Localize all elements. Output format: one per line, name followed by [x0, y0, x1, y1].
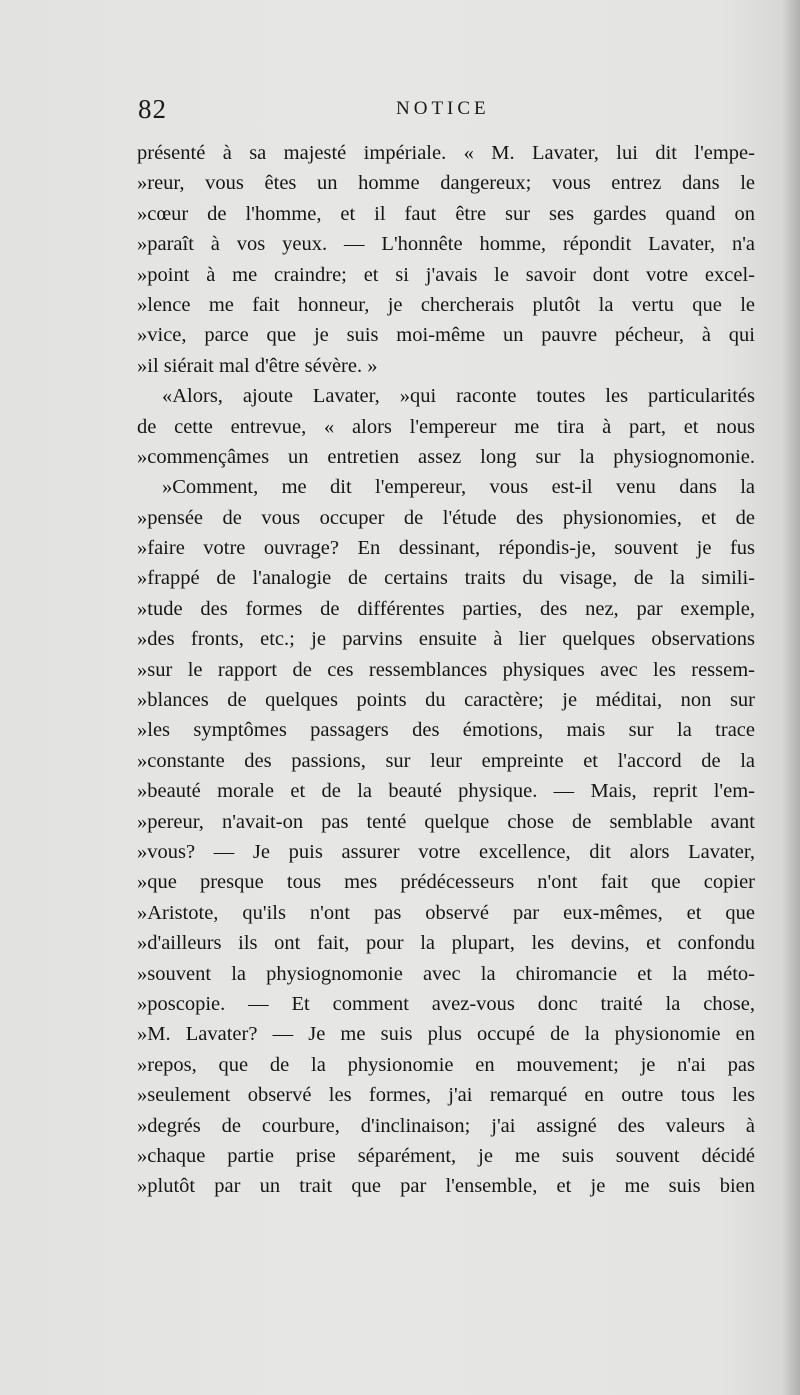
text-line: »sur le rapport de ces ressemblances physiques avec les ressem- [137, 658, 755, 681]
page-number: 82 [138, 94, 167, 124]
text-line: »reur, vous êtes un homme dangereux; vous entrez dans le [137, 172, 755, 195]
text-line: »plutôt par un trait que par l'ensemble, et je me suis bien [137, 1175, 755, 1198]
text-line: »il siérait mal d'être sévère. » [137, 354, 378, 377]
text-line: »cœur de l'homme, et il faut être sur ses gardes quand on [137, 202, 755, 225]
text-line: »vice, parce que je suis moi-même un pauvre pécheur, à qui [137, 324, 755, 347]
running-head [138, 92, 758, 126]
text-line: »vous? — Je puis assurer votre excellence, dit alors Lavater, [137, 840, 755, 863]
text-line: »tude des formes de différentes parties, des nez, par exemple, [137, 597, 755, 620]
page-edge-shadow [782, 0, 800, 1395]
text-line: »paraît à vos yeux. — L'honnête homme, répondit Lavater, n'a [137, 233, 755, 256]
text-line: »pereur, n'avait-on pas tenté quelque chose de semblable avant [137, 810, 755, 833]
text-line: »Aristote, qu'ils n'ont pas observé par eux-mêmes, et que [137, 901, 755, 924]
text-line: »point à me craindre; et si j'avais le savoir dont votre excel- [137, 263, 755, 286]
text-line: «Alors, ajoute Lavater, »qui raconte toutes les particularités [162, 385, 755, 408]
text-line: »constante des passions, sur leur empreinte et l'accord de la [137, 749, 755, 772]
text-line: »poscopie. — Et comment avez-vous donc traité la chose, [137, 992, 755, 1015]
text-line: »frappé de l'analogie de certains traits du visage, de la simili- [137, 567, 755, 590]
text-line: »souvent la physiognomonie avec la chiromancie et la méto- [137, 962, 755, 985]
text-line: »pensée de vous occuper de l'étude des physionomies, et de [137, 506, 755, 529]
text-line: »des fronts, etc.; je parvins ensuite à lier quelques observations [137, 628, 755, 651]
body-text [137, 138, 755, 1202]
section-title: NOTICE [396, 98, 490, 119]
text-line: »degrés de courbure, d'inclinaison; j'ai assigné des valeurs à [137, 1114, 755, 1137]
text-line: »que presque tous mes prédécesseurs n'ont fait que copier [137, 871, 755, 894]
text-line: »Comment, me dit l'empereur, vous est-il venu dans la [162, 476, 755, 499]
text-line: »beauté morale et de la beauté physique. — Mais, reprit l'em- [137, 780, 755, 803]
text-line: »seulement observé les formes, j'ai remarqué en outre tous les [137, 1084, 755, 1107]
text-line: »commençâmes un entretien assez long sur la physiognomonie. [137, 445, 755, 468]
text-line: »blances de quelques points du caractère; je méditai, non sur [137, 689, 755, 712]
text-line: présenté à sa majesté impériale. « M. Lavater, lui dit l'empe- [137, 142, 755, 164]
text-line: »les symptômes passagers des émotions, mais sur la trace [137, 719, 755, 742]
text-line: »chaque partie prise séparément, je me suis souvent décidé [137, 1144, 755, 1167]
text-line: de cette entrevue, « alors l'empereur me tira à part, et nous [137, 415, 755, 438]
text-line: »d'ailleurs ils ont fait, pour la plupart, les devins, et confondu [137, 932, 755, 955]
text-line: »lence me fait honneur, je chercherais plutôt la vertu que le [137, 293, 755, 316]
text-line: »repos, que de la physionomie en mouvement; je n'ai pas [137, 1053, 755, 1076]
text-line: »M. Lavater? — Je me suis plus occupé de la physionomie en [137, 1023, 755, 1046]
text-line: »faire votre ouvrage? En dessinant, répondis-je, souvent je fus [137, 537, 755, 560]
